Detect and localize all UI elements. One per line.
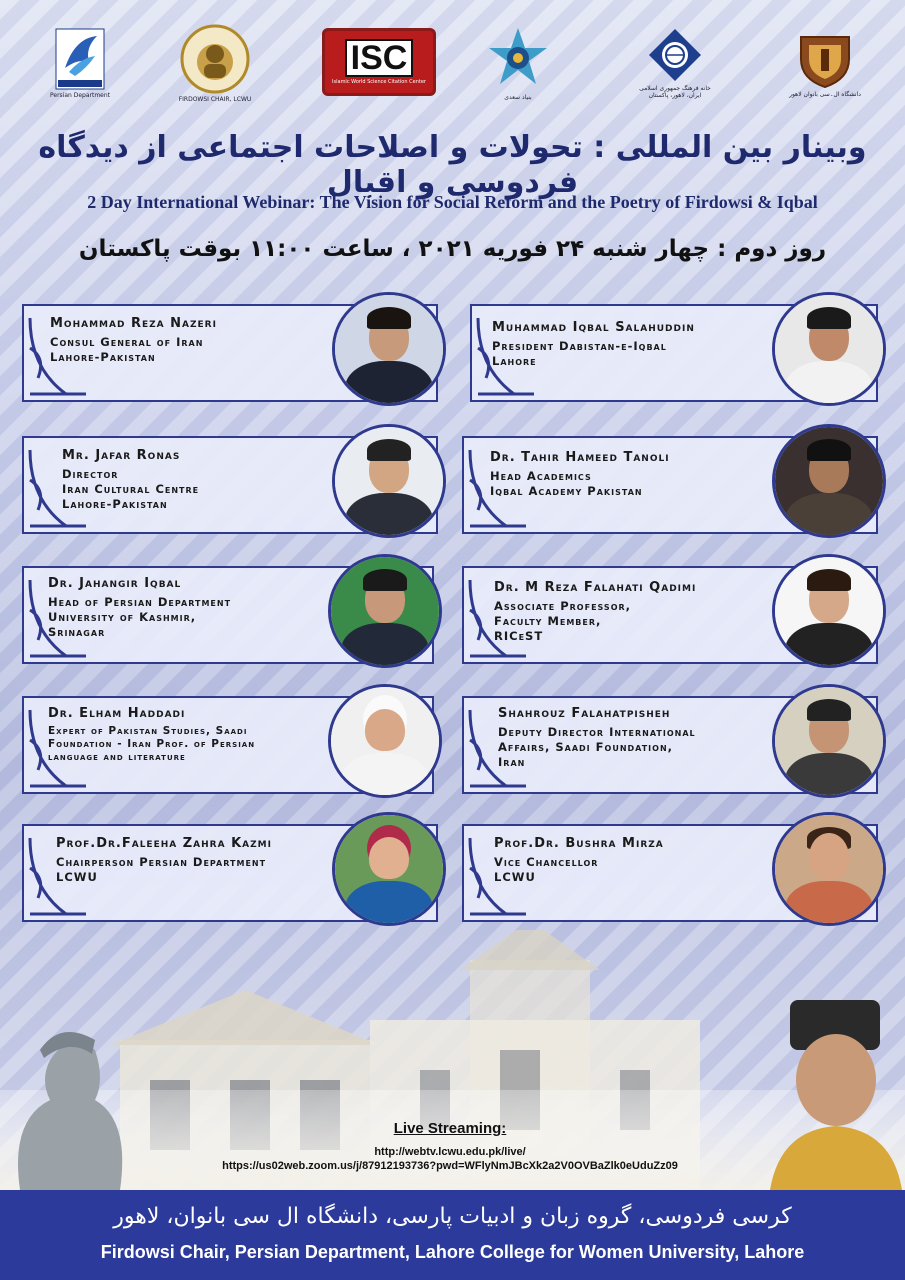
saadi-foundation-logo [478, 18, 558, 108]
footer-urdu: کرسی فردوسی، گروه زبان و ادبیات پارسی، دانشگاه ال سی بانوان، لاهور [113, 1204, 792, 1229]
speaker-detail: Faculty Member, [494, 614, 602, 628]
speaker-card [462, 430, 878, 534]
speaker-card [462, 818, 878, 922]
speaker-detail: Affairs, Saadi Foundation, [498, 740, 674, 754]
isc-logo-text: ISC [345, 39, 414, 77]
speaker-detail: University of Kashmir, [48, 610, 197, 624]
speaker-card [462, 560, 878, 664]
speaker-name: Prof.Dr. Bushra Mirza [494, 836, 664, 851]
speaker-detail: Chairperson Persian Department [56, 855, 267, 869]
speaker-detail: Expert of Pakistan Studies, Saadi [48, 725, 248, 737]
speaker-detail: President Dabistan-e-Iqbal [492, 339, 667, 353]
speaker-photo [772, 424, 886, 538]
firdowsi-chair-logo [175, 18, 255, 108]
speaker-card [462, 690, 878, 794]
star-emblem-icon [485, 26, 551, 92]
speaker-photo [332, 424, 446, 538]
speaker-detail: Lahore [492, 354, 537, 368]
speaker-photo [772, 812, 886, 926]
firdowsi-chair-caption: FIRDOWSI CHAIR, LCWU [178, 95, 252, 103]
globe-emblem-icon [647, 27, 703, 83]
footer-english: Firdowsi Chair, Persian Department, Lahore College for Women University, Lahore [100, 1242, 805, 1262]
footer-bar [0, 1190, 905, 1280]
speaker-detail: Director [62, 467, 119, 481]
speaker-photo [332, 812, 446, 926]
speaker-detail: Lahore-Pakistan [62, 497, 168, 511]
live-streaming-label: Live Streaming: [393, 1120, 507, 1137]
speaker-photo [772, 554, 886, 668]
speaker-detail: Srinagar [48, 625, 106, 639]
speaker-card [22, 690, 434, 794]
speaker-detail: Foundation - Iran Prof. of Persian [48, 738, 256, 750]
speaker-card [22, 430, 438, 534]
speaker-detail: Associate Professor, [494, 599, 632, 613]
speaker-name: Dr. M Reza Falahati Qadimi [494, 580, 697, 595]
speaker-photo [332, 292, 446, 406]
speaker-name: Prof.Dr.Faleeha Zahra Kazmi [56, 836, 272, 851]
lcwu-logo [785, 18, 865, 108]
english-title: 2 Day International Webinar: The Vision for Social Reform and the Poetry of Firdowsi & Iqbal [87, 192, 818, 212]
speaker-detail: Consul General of Iran [50, 335, 204, 349]
logo-row [40, 18, 865, 108]
speaker-card [22, 560, 434, 664]
isc-logo [322, 28, 436, 96]
speaker-name: Mr. Jafar Ronas [62, 448, 181, 463]
speaker-detail: language and literature [48, 751, 186, 763]
speaker-detail: LCWU [56, 870, 98, 884]
persian-department-logo [40, 18, 120, 108]
culture-house-logo [635, 18, 715, 108]
speaker-detail: Iran Cultural Centre [62, 482, 200, 496]
speaker-detail: Iran [498, 755, 526, 769]
speaker-detail: Lahore-Pakistan [50, 350, 156, 364]
live-streaming [160, 1120, 740, 1190]
firdowsi-seal-icon [180, 24, 250, 94]
culture-house-caption: خانه فرهنگ جمهوری اسلامی ایران، لاهور، پاکستان [639, 85, 711, 99]
speaker-detail: Head Academics [490, 469, 592, 483]
speaker-detail: Head of Persian Department [48, 595, 232, 609]
urdu-date: روز دوم : چهار شنبه ۲۴ فوریه ۲۰۲۱ ، ساعت ۱۱:۰۰ بوقت پاکستان [78, 236, 827, 262]
bird-icon [55, 28, 105, 90]
speaker-name: Muhammad Iqbal Salahuddin [492, 320, 695, 335]
webtv-link[interactable]: http://webtv.lcwu.edu.pk/live/ [374, 1146, 526, 1158]
speaker-detail: Iqbal Academy Pakistan [490, 484, 643, 498]
speaker-photo [772, 684, 886, 798]
speaker-detail: Vice Chancellor [494, 855, 599, 869]
speaker-photo [328, 554, 442, 668]
speaker-detail: Deputy Director International [498, 725, 696, 739]
speaker-photo [328, 684, 442, 798]
persian-department-caption: Persian Department [49, 91, 111, 99]
speaker-name: Shahrouz Falahatpisheh [498, 706, 671, 721]
speaker-detail: LCWU [494, 870, 536, 884]
lcwu-caption: دانشگاه ال۔سی بانوان لاهور [789, 90, 861, 98]
speaker-photo [772, 292, 886, 406]
urdu-title: وبینار بین المللی : تحولات و اصلاحات اجتماعی از دیدگاه فردوسی و اقبال [38, 130, 867, 200]
isc-caption: Islamic World Science Citation Center [332, 79, 426, 85]
speaker-card [22, 298, 438, 402]
zoom-link[interactable]: https://us02web.zoom.us/j/87912193736?pwd=WFlyNmJBcXk2a2V0OVBaZlk0eUduZz09 [222, 1160, 678, 1172]
speaker-name: Dr. Jahangir Iqbal [48, 576, 182, 591]
speaker-card [22, 818, 438, 922]
university-crest-icon [795, 29, 855, 89]
saadi-caption: بنیاد سعدی [504, 93, 532, 101]
speaker-detail: RICeST [494, 629, 544, 643]
speaker-name: Dr. Elham Haddadi [48, 706, 186, 721]
speaker-name: Mohammad Reza Nazeri [50, 316, 217, 331]
speaker-card [470, 298, 878, 402]
speaker-name: Dr. Tahir Hameed Tanoli [490, 450, 670, 465]
